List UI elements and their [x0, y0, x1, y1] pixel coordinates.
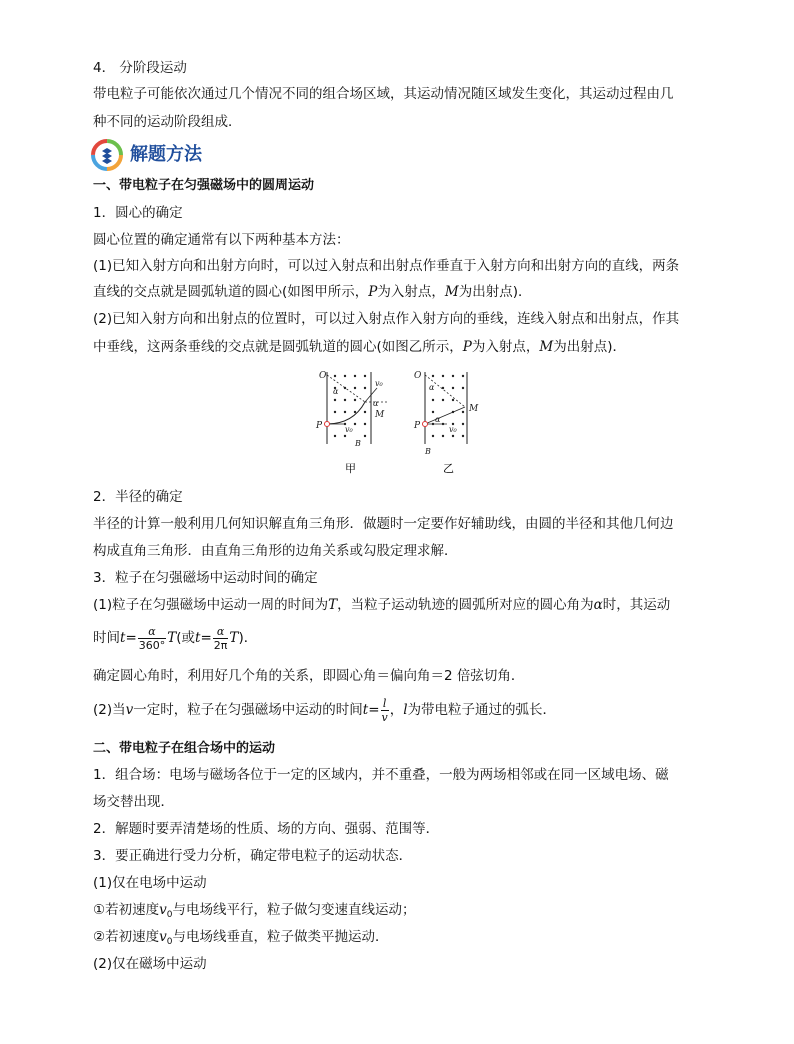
paragraph: 直线的交点就是圆弧轨道的圆心(如图甲所示，P为入射点，M为出射点)． — [93, 284, 532, 300]
figure-jia — [315, 371, 387, 448]
caption-yi: 乙 — [443, 462, 454, 475]
label-alpha: α — [435, 415, 441, 424]
fraction: $\frac{\alpha}{360^\circ}$ — [138, 624, 166, 652]
paragraph: (2)仅在磁场中运动 — [93, 956, 207, 972]
paragraph: 半径的计算一般利用几何知识解直角三角形．做题时一定要作好辅助线，由圆的半径和其他几何边 — [93, 516, 674, 532]
paragraph: 场交替出现． — [93, 794, 174, 810]
subheading: 1．圆心的确定 — [93, 205, 183, 221]
label-v0: v₀ — [449, 425, 457, 434]
formula-line: (2)当v一定时，粒子在匀强磁场中运动的时间t= $\frac{l}{v}$ ，l为带电粒子通过的弧长． — [93, 696, 557, 724]
paragraph: 3．要正确进行受力分析，确定带电粒子的运动状态． — [93, 848, 413, 864]
subheading: 2．半径的确定 — [93, 489, 183, 505]
label-v0: v₀ — [345, 425, 353, 434]
label-v0: v₀ — [375, 379, 383, 388]
paragraph: (1)粒子在匀强磁场中运动一周的时间为T，当粒子运动轨迹的圆弧所对应的圆心角为α时，其运动 — [93, 597, 671, 613]
part2-heading: 二、带电粒子在组合场中的运动 — [93, 741, 276, 756]
paragraph: 种不同的运动阶段组成． — [93, 114, 242, 130]
paragraph: 1．组合场：电场与磁场各位于一定的区域内，并不重叠，一般为两场相邻或在同一区域电场、磁 — [93, 767, 669, 783]
caption-jia: 甲 — [345, 462, 356, 475]
paragraph: 构成直角三角形．由直角三角形的边角关系或勾股定理求解． — [93, 543, 458, 559]
label-O: O — [414, 371, 422, 381]
method-title: 解题方法 — [130, 144, 202, 165]
label-alpha: α — [373, 399, 379, 408]
label-alpha: α — [333, 387, 339, 396]
fraction: $\frac{l}{v}$ — [381, 696, 388, 724]
label-M: M — [469, 404, 479, 414]
label-alpha: α — [429, 383, 435, 392]
paragraph: ①若初速度$v_0$与电场线平行，粒子做匀变速直线运动； — [93, 902, 416, 920]
part1-heading: 一、带电粒子在匀强磁场中的圆周运动 — [93, 178, 315, 193]
paragraph: 带电粒子可能依次通过几个情况不同的组合场区域，其运动情况随区域发生变化，其运动过程由几 — [93, 86, 674, 102]
label-M: M — [375, 410, 385, 420]
paragraph: 2．解题时要弄清楚场的性质、场的方向、强弱、范围等． — [93, 821, 440, 837]
figure-yi — [413, 371, 479, 456]
section4-heading: 4． 分阶段运动 — [93, 60, 187, 76]
paragraph: 中垂线，这两条垂线的交点就是圆弧轨道的圆心(如图乙所示，P为入射点，M为出射点)． — [93, 339, 626, 355]
formula-line: 时间t= $\frac{\alpha}{360^\circ}$ T(或t= $\frac{\alpha}{2\pi}$ T)． — [93, 624, 258, 652]
paragraph: (2)已知入射方向和出射点的位置时，可以过入射点作入射方向的垂线，连线入射点和出射点，作其 — [93, 311, 680, 327]
paragraph: 圆心位置的确定通常有以下两种基本方法： — [93, 232, 350, 248]
magnetic-field-figure — [305, 362, 495, 477]
label-B: B — [355, 439, 361, 448]
paragraph: ②若初速度$v_0$与电场线垂直，粒子做类平抛运动． — [93, 929, 389, 947]
paragraph: (1)已知入射方向和出射方向时，可以过入射点和出射点作垂直于入射方向和出射方向的直线，两条 — [93, 258, 680, 274]
method-logo-icon — [90, 138, 124, 172]
fraction: $\frac{\alpha}{2\pi}$ — [213, 624, 228, 652]
label-P: P — [316, 421, 323, 431]
paragraph: 确定圆心角时，利用好几个角的关系，即圆心角＝偏向角＝2 倍弦切角． — [93, 668, 525, 684]
label-P: P — [414, 421, 421, 431]
paragraph: (1)仅在电场中运动 — [93, 875, 207, 891]
label-O: O — [319, 371, 327, 381]
subheading: 3．粒子在匀强磁场中运动时间的确定 — [93, 570, 318, 586]
label-B: B — [425, 447, 431, 456]
